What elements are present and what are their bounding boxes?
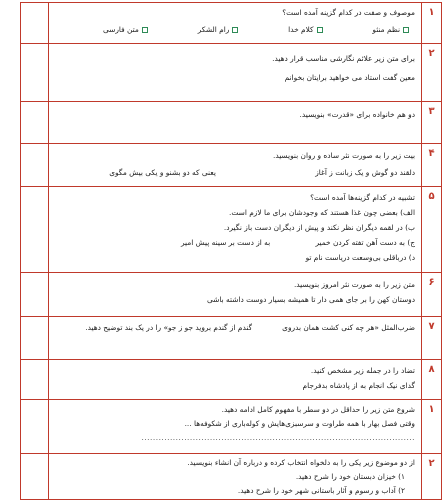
option-a[interactable] [372,23,409,36]
option-d[interactable] [103,23,148,36]
verse-hemistich-2: یعنی که دو بشنو و یکی بیش مگوی [109,168,216,177]
question-row [20,43,442,101]
option-label: کلام خدا [288,25,314,34]
question-sentence: دوستان کهن را بر جای همی دار تا همیشه بسیار دوست داشته باشی [207,295,415,304]
options-row [53,23,415,36]
topic-1: ۱) خیزان دبستان خود را شرح دهید. [295,472,405,481]
score-cell[interactable] [21,44,49,101]
question-text: از دو موضوع زیر یکی را به دلخواه انتخاب کرده و درباره آن انشاء بنویسید. [187,458,415,467]
score-cell[interactable] [21,400,49,453]
checkbox[interactable] [232,27,238,33]
question-sentence: گدای نیک انجام به از پادشاه بدفرجام [302,381,415,390]
proverb [53,321,415,334]
option-b[interactable] [288,23,322,36]
proverb-part-2: گندم از گندم بروید جو ز جو» را در یک بند توضیح دهید. [85,323,253,332]
question-content [49,360,421,399]
option-label: رام الشکر [197,25,230,34]
question-number: ۲ [421,454,441,499]
checkbox[interactable] [142,27,148,33]
score-cell[interactable] [21,144,49,186]
question-text: بیت زیر را به صورت نثر ساده و روان بنویسید. [272,151,415,160]
score-cell[interactable] [21,273,49,316]
option-b: ب) در لقمه دیگران نظر نکند و پیش از دیگران دست باز نگیرد. [223,223,415,232]
question-content [49,317,421,359]
question-row [20,2,442,43]
score-cell[interactable] [21,102,49,143]
question-sentence: وقتی فصل بهار با همه طراوت و سرسبزی‌هایش و کوله‌باری از شکوفه‌ها ... [184,419,415,428]
checkbox[interactable] [317,27,323,33]
option-d: د) درباقلی بی‌وسعت دریاست نام تو [305,253,415,262]
option-c[interactable] [198,23,239,36]
question-text: برای متن زیر علائم نگارشی مناسب قرار دهید. [272,54,415,63]
question-row [20,186,442,272]
option-c-part-1: ج) به دست آهن تفته کردن خمیر [315,238,415,247]
option-c [53,235,415,250]
score-cell[interactable] [21,3,49,43]
question-number: ۷ [421,317,441,359]
question-content [49,144,421,186]
topic-2: ۲) آداب و رسوم و آثار باستانی شهر خود را شرح دهید. [237,486,405,495]
question-content [49,454,421,499]
question-row [20,101,442,143]
score-cell[interactable] [21,317,49,359]
option-a: الف) بعضی چون غذا هستند که وجودشان برای ما لازم است. [229,208,415,217]
question-content [49,102,421,143]
option-label: نظم منثو [372,25,400,34]
question-sentence: معین گفت استاد می خواهید برایتان بخوانم [284,73,415,82]
question-row [20,453,442,500]
question-row [20,143,442,186]
question-number: ۴ [421,144,441,186]
checkbox[interactable] [403,27,409,33]
proverb-part-1: ضرب‌المثل «هر چه کنی کشت همان بدروی [282,323,415,332]
option-label: متن فارسی [103,25,139,34]
score-cell[interactable] [21,360,49,399]
answer-line[interactable]: ................................................................................................ [141,433,415,442]
question-content [49,187,421,272]
question-number: ۳ [421,102,441,143]
question-content [49,3,421,43]
question-row [20,272,442,316]
question-number: ۱ [421,3,441,43]
question-text: تضاد را در جمله زیر مشخص کنید. [310,366,415,375]
option-c-part-2: به از دست بر سینه پیش امیر [180,238,271,247]
verse [53,166,415,179]
question-text: دو هم خانواده برای «قدرت» بنویسید. [299,110,415,119]
question-text: موصوف و صفت در کدام گزینه آمده است؟ [282,8,415,17]
question-content [49,400,421,453]
question-row [20,316,442,359]
score-cell[interactable] [21,454,49,499]
question-row [20,399,442,453]
question-text: متن زیر را به صورت نثر امروز بنویسید. [293,280,415,289]
question-number: ۲ [421,44,441,101]
question-number: ۵ [421,187,441,272]
verse-hemistich-1: دلقند دو گوش و یک زبانت ز آغاز [315,168,415,177]
score-cell[interactable] [21,187,49,272]
question-number: ۶ [421,273,441,316]
question-row [20,359,442,399]
question-content [49,44,421,101]
question-text: تشبیه در کدام گزینه‌ها آمده است؟ [310,193,415,202]
question-content [49,273,421,316]
question-text: شروع متن زیر را حداقل در دو سطر با مفهوم کامل ادامه دهید. [221,405,415,414]
question-number: ۱ [421,400,441,453]
question-number: ۸ [421,360,441,399]
